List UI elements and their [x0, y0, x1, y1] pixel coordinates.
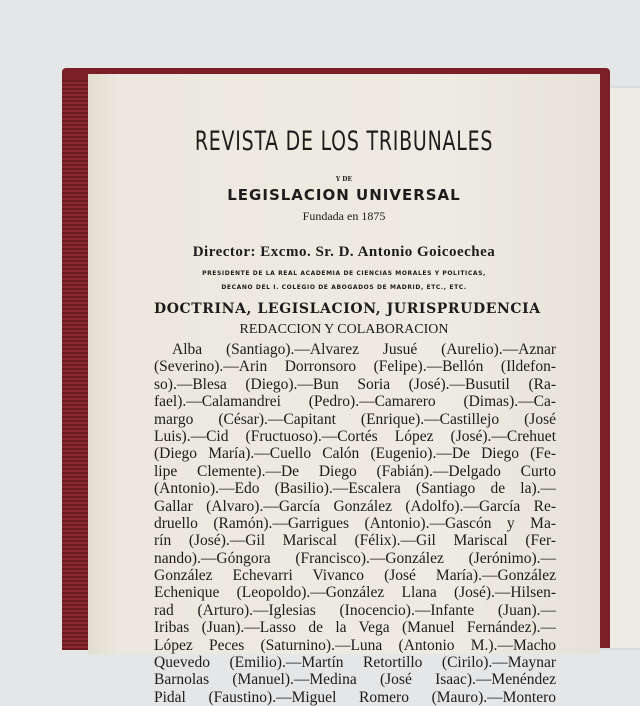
sections-heading: DOCTRINA, LEGISLACION, JURISPRUDENCIA — [154, 301, 541, 317]
text-line: Quevedo (Emilio).—Martín Retortillo (Cirilo).—Maynar — [154, 654, 556, 672]
text-line: fael).—Calamandrei (Pedro).—Camarero (Dimas).—Ca- — [154, 393, 556, 411]
text-line: Gallar (Alvaro).—García González (Adolfo).—García Re- — [154, 497, 556, 515]
redaccion-heading: REDACCION Y COLABORACION — [239, 322, 449, 337]
contributors-list — [154, 341, 556, 706]
text-line: rad (Arturo).—Iglesias (Inocencio).—Infante (Juan).— — [154, 601, 556, 619]
text-line: (Diego María).—Cuello Calón (Eugenio).—De Diego (Fe- — [154, 445, 556, 463]
director-line: Director: Excmo. Sr. D. Antonio Goicoechea — [192, 244, 496, 260]
text-line: Barnolas (Manuel).—Medina (José Isaac).—Menéndez — [154, 671, 556, 689]
book-spine — [62, 80, 88, 650]
text-line: rín (José).—Gil Mariscal (Félix).—Gil Mariscal (Fer- — [154, 532, 556, 550]
text-line: Echenique (Leopoldo).—González Llana (José).—Hilsen- — [154, 584, 556, 602]
conjunction: Y DE — [335, 176, 353, 183]
journal-title: REVISTA DE LOS TRIBUNALES — [194, 126, 494, 157]
text-line: lipe Clemente).—De Diego (Fabián).—Delgado Curto — [154, 462, 556, 480]
text-line: López Peces (Saturnino).—Luna (Antonio M.).—Macho — [154, 636, 556, 654]
founded-text: Fundada en 1875 — [302, 209, 386, 223]
text-line: González Echevarri Vivanco (José María).—González — [154, 567, 556, 585]
text-line: Iribas (Juan).—Lasso de la Vega (Manuel Fernández).— — [154, 619, 556, 637]
text-line: (Antonio).—Edo (Basilio).—Escalera (Santiago de la).— — [154, 480, 556, 498]
text-line: (Severino).—Arin Dorronsoro (Felipe).—Bellón (Ildefon- — [154, 358, 556, 376]
director-title-2: DECANO DEL I. COLEGIO DE ABOGADOS DE MADRID, ETC., ETC. — [221, 284, 467, 291]
text-line: Luis).—Cid (Fructuoso).—Cortés López (José).—Crehuet — [154, 427, 556, 445]
book-page — [88, 74, 600, 706]
director-title-1: PRESIDENTE DE LA REAL ACADEMIA DE CIENCIAS MORALES Y POLITICAS, — [202, 270, 486, 277]
text-line: Alba (Santiago).—Alvarez Jusué (Aurelio).—Aznar — [172, 341, 556, 358]
text-line: nando).—Góngora (Francisco).—González (Jerónimo).— — [154, 549, 556, 567]
text-line: Pidal (Faustino).—Miguel Romero (Mauro).—Montero — [154, 688, 556, 706]
text-line: margo (César).—Capitant (Enrique).—Castillejo (José — [154, 410, 556, 428]
text-line: druello (Ramón).—Garrigues (Antonio).—Gascón y Ma- — [154, 514, 556, 532]
journal-subtitle: LEGISLACION UNIVERSAL — [227, 186, 461, 204]
text-line: so).—Blesa (Diego).—Bun Soria (José).—Busutil (Ra- — [154, 375, 556, 393]
